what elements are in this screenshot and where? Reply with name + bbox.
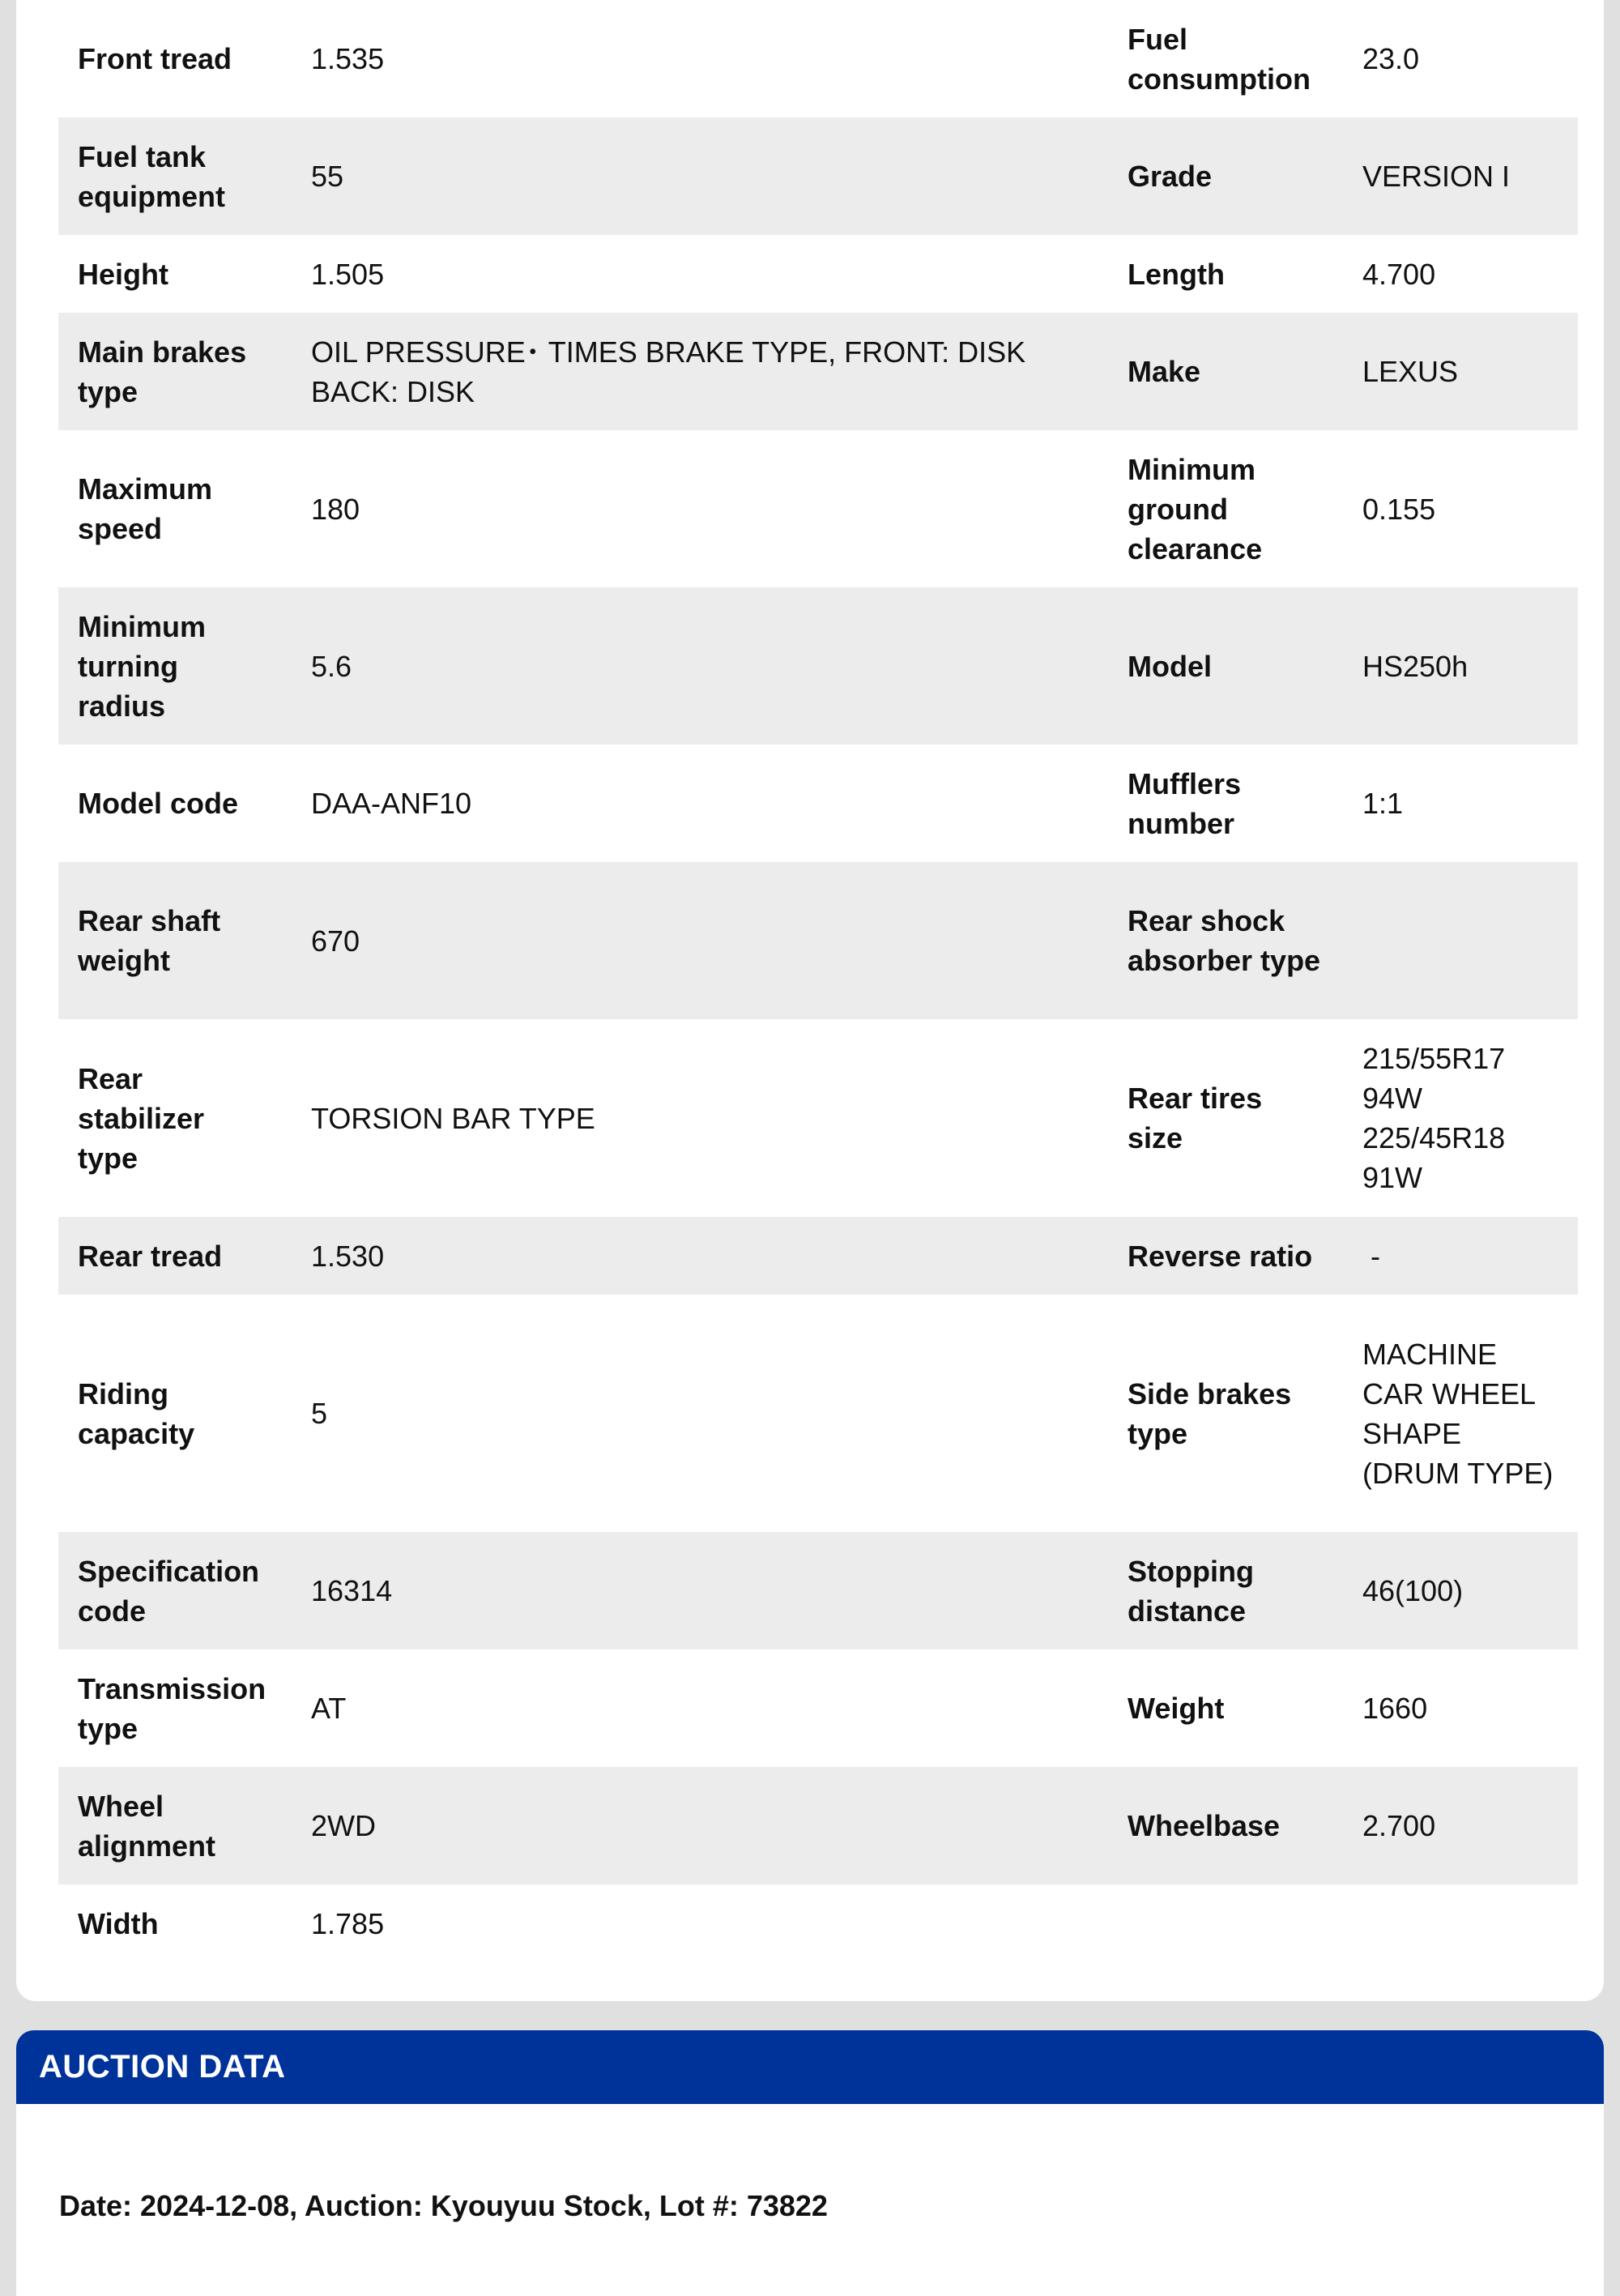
spec-label: Stopping distance — [1108, 1532, 1343, 1649]
spec-label: Model — [1108, 587, 1343, 745]
spec-value: 5.6 — [292, 587, 1108, 745]
spec-value: AT — [292, 1649, 1108, 1767]
spec-label: Grade — [1108, 117, 1343, 235]
spec-label: Maximum speed — [58, 430, 292, 587]
spec-value: 55 — [292, 117, 1108, 235]
spec-row — [58, 313, 1578, 430]
spec-label: Side brakes type — [1108, 1295, 1343, 1532]
spec-label: Wheel alignment — [58, 1767, 292, 1884]
spec-label: Rear stabilizer type — [58, 1019, 292, 1217]
spec-row — [58, 1295, 1578, 1532]
spec-label: Fuel tank equipment — [58, 117, 292, 235]
spec-label: Length — [1108, 235, 1343, 313]
spec-label: Front tread — [58, 0, 292, 117]
spec-row — [58, 235, 1578, 313]
spec-label: Model code — [58, 745, 292, 862]
spec-value: 1:1 — [1343, 745, 1578, 862]
spec-value: 1.505 — [292, 235, 1108, 313]
spec-label: Mufflers number — [1108, 745, 1343, 862]
spec-label: Height — [58, 235, 292, 313]
spec-value: 2.700 — [1343, 1767, 1578, 1884]
spec-label: Rear shock absorber type — [1108, 862, 1343, 1019]
spec-row — [58, 430, 1578, 587]
spec-row — [58, 745, 1578, 862]
spec-value: MACHINE CAR WHEEL SHAPE (DRUM TYPE) — [1343, 1295, 1578, 1532]
spec-value: 23.0 — [1343, 0, 1578, 117]
spec-value — [1343, 862, 1578, 1019]
spec-label: Riding capacity — [58, 1295, 292, 1532]
spec-label: Rear tires size — [1108, 1019, 1343, 1217]
spec-label: Transmission type — [58, 1649, 292, 1767]
spec-value: 5 — [292, 1295, 1108, 1532]
specifications-card — [16, 0, 1604, 2001]
auction-summary: Date: 2024-12-08, Auction: Kyouyuu Stock, Lot #: 73822 — [59, 2189, 828, 2222]
spec-label: Rear shaft weight — [58, 862, 292, 1019]
spec-label: Rear tread — [58, 1217, 292, 1295]
spec-label: Main brakes type — [58, 313, 292, 430]
spec-value: 1.535 — [292, 0, 1108, 117]
spec-row — [58, 1884, 1578, 1962]
spec-value: 4.700 — [1343, 235, 1578, 313]
spec-label — [1108, 1884, 1343, 1962]
auction-data-header — [16, 2030, 1604, 2104]
auction-data-body — [16, 2104, 1604, 2296]
spec-value: VERSION I — [1343, 117, 1578, 235]
auction-data-title: AUCTION DATA — [39, 2049, 286, 2085]
spec-value: 16314 — [292, 1532, 1108, 1649]
spec-row — [58, 862, 1578, 1019]
spec-value: DAA-ANF10 — [292, 745, 1108, 862]
spec-row — [58, 1019, 1578, 1217]
spec-value: 2WD — [292, 1767, 1108, 1884]
spec-label: Reverse ratio — [1108, 1217, 1343, 1295]
spec-value: 1.785 — [292, 1884, 1108, 1962]
spec-label: Minimum turning radius — [58, 587, 292, 745]
spec-value: 0.155 — [1343, 430, 1578, 587]
spec-value: TORSION BAR TYPE — [292, 1019, 1108, 1217]
spec-label: Fuel consumption — [1108, 0, 1343, 117]
spec-value: HS250h — [1343, 587, 1578, 745]
spec-row — [58, 117, 1578, 235]
spec-label: Width — [58, 1884, 292, 1962]
spec-row — [58, 1649, 1578, 1767]
spec-value: 215/55R17 94W 225/45R18 91W — [1343, 1019, 1578, 1217]
spec-value: 180 — [292, 430, 1108, 587]
specifications-table — [58, 0, 1578, 1962]
spec-value: 670 — [292, 862, 1108, 1019]
spec-label: Minimum ground clearance — [1108, 430, 1343, 587]
spec-value: OIL PRESSURE･ TIMES BRAKE TYPE, FRONT: DISK BACK: DISK — [292, 313, 1108, 430]
spec-value — [1343, 1884, 1578, 1962]
spec-label: Specification code — [58, 1532, 292, 1649]
spec-row — [58, 1767, 1578, 1884]
spec-label: Make — [1108, 313, 1343, 430]
spec-value: 1.530 — [292, 1217, 1108, 1295]
spec-value: LEXUS — [1343, 313, 1578, 430]
spec-row — [58, 1532, 1578, 1649]
spec-row — [58, 1217, 1578, 1295]
spec-value: 1660 — [1343, 1649, 1578, 1767]
spec-label: Weight — [1108, 1649, 1343, 1767]
spec-row — [58, 0, 1578, 117]
spec-value: 46(100) — [1343, 1532, 1578, 1649]
spec-row — [58, 587, 1578, 745]
spec-value: - — [1343, 1217, 1578, 1295]
spec-label: Wheelbase — [1108, 1767, 1343, 1884]
